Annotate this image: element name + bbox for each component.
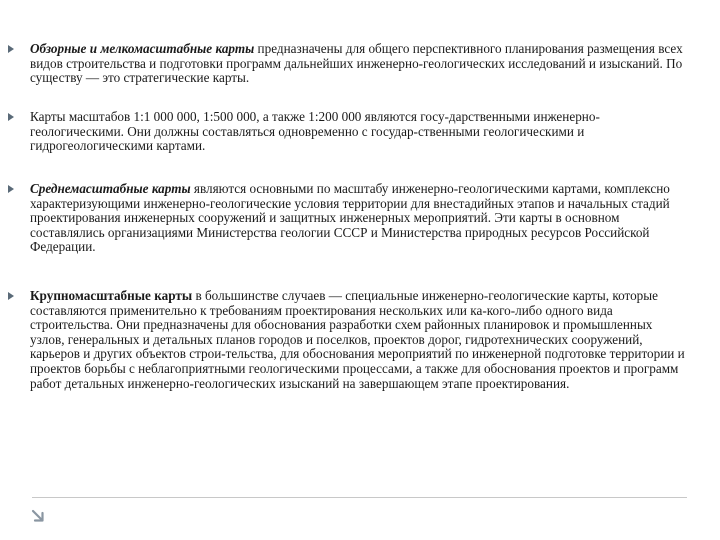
bullet-item-medium-scale-maps <box>30 182 690 255</box>
item-text: предназначены для общего перспективного планирования размещения всех видов строительства и подготовки программ дальнейших инженерно-геологических исследований и изысканий. По существу — это стратегические карты. <box>30 41 683 86</box>
item-text: в большинстве случаев — специальные инженерно-геологические карты, которые составляются применительно к требованиям проектирования нескольких или ка-кого-либо одного вида строительства. Они предназначены для обоснования разработки схем районных планировок и промышленных узлов, генеральных и детальных планов городов и поселков, проектов дорог, гидротехнических сооружений, карьеров и других объектов строи-тельства, для обоснования мероприятий по инженерной подготовке территории и проектов борьбы с неблагоприятными геологическими процессами, а также для обоснования проектов и программ работ детальных инженерно-геологических изысканий на завершающем этапе проектирования. <box>30 288 685 391</box>
term-large-scale-maps: Крупномасштабные карты <box>30 288 193 303</box>
footer-divider <box>32 497 687 498</box>
bullet-triangle-icon <box>8 185 14 193</box>
bullet-item-large-scale-maps <box>30 289 690 391</box>
bullet-item-scales <box>30 110 690 154</box>
term-medium-scale-maps: Среднемасштабные карты <box>30 181 191 196</box>
item-text: являются основными по масштабу инженерно-геологическими картами, комплексно характеризующими инженерно-геологические условия территории для внестадийных этапов и начальных стадий проектирования инженерных сооружений и защитных инженерных мероприятий. Эти карты в основном составлялись организациями Министерства геологии СССР и Министерства природных ресурсов Российской Федерации. <box>30 181 670 255</box>
bullet-triangle-icon <box>8 292 14 300</box>
item-text: Карты масштабов 1:1 000 000, 1:500 000, а также 1:200 000 являются госу-дарственными инженерно-геологическими. Они должны составляться одновременно с государ-ственными геологическими и гидрогеологическими картами. <box>30 109 600 154</box>
term-overview-maps: Обзорные и мелкомасштабные карты <box>30 41 255 56</box>
bullet-triangle-icon <box>8 45 14 53</box>
bullet-triangle-icon <box>8 113 14 121</box>
bullet-item-overview-maps <box>30 42 690 86</box>
return-arrow-icon[interactable] <box>30 508 46 524</box>
